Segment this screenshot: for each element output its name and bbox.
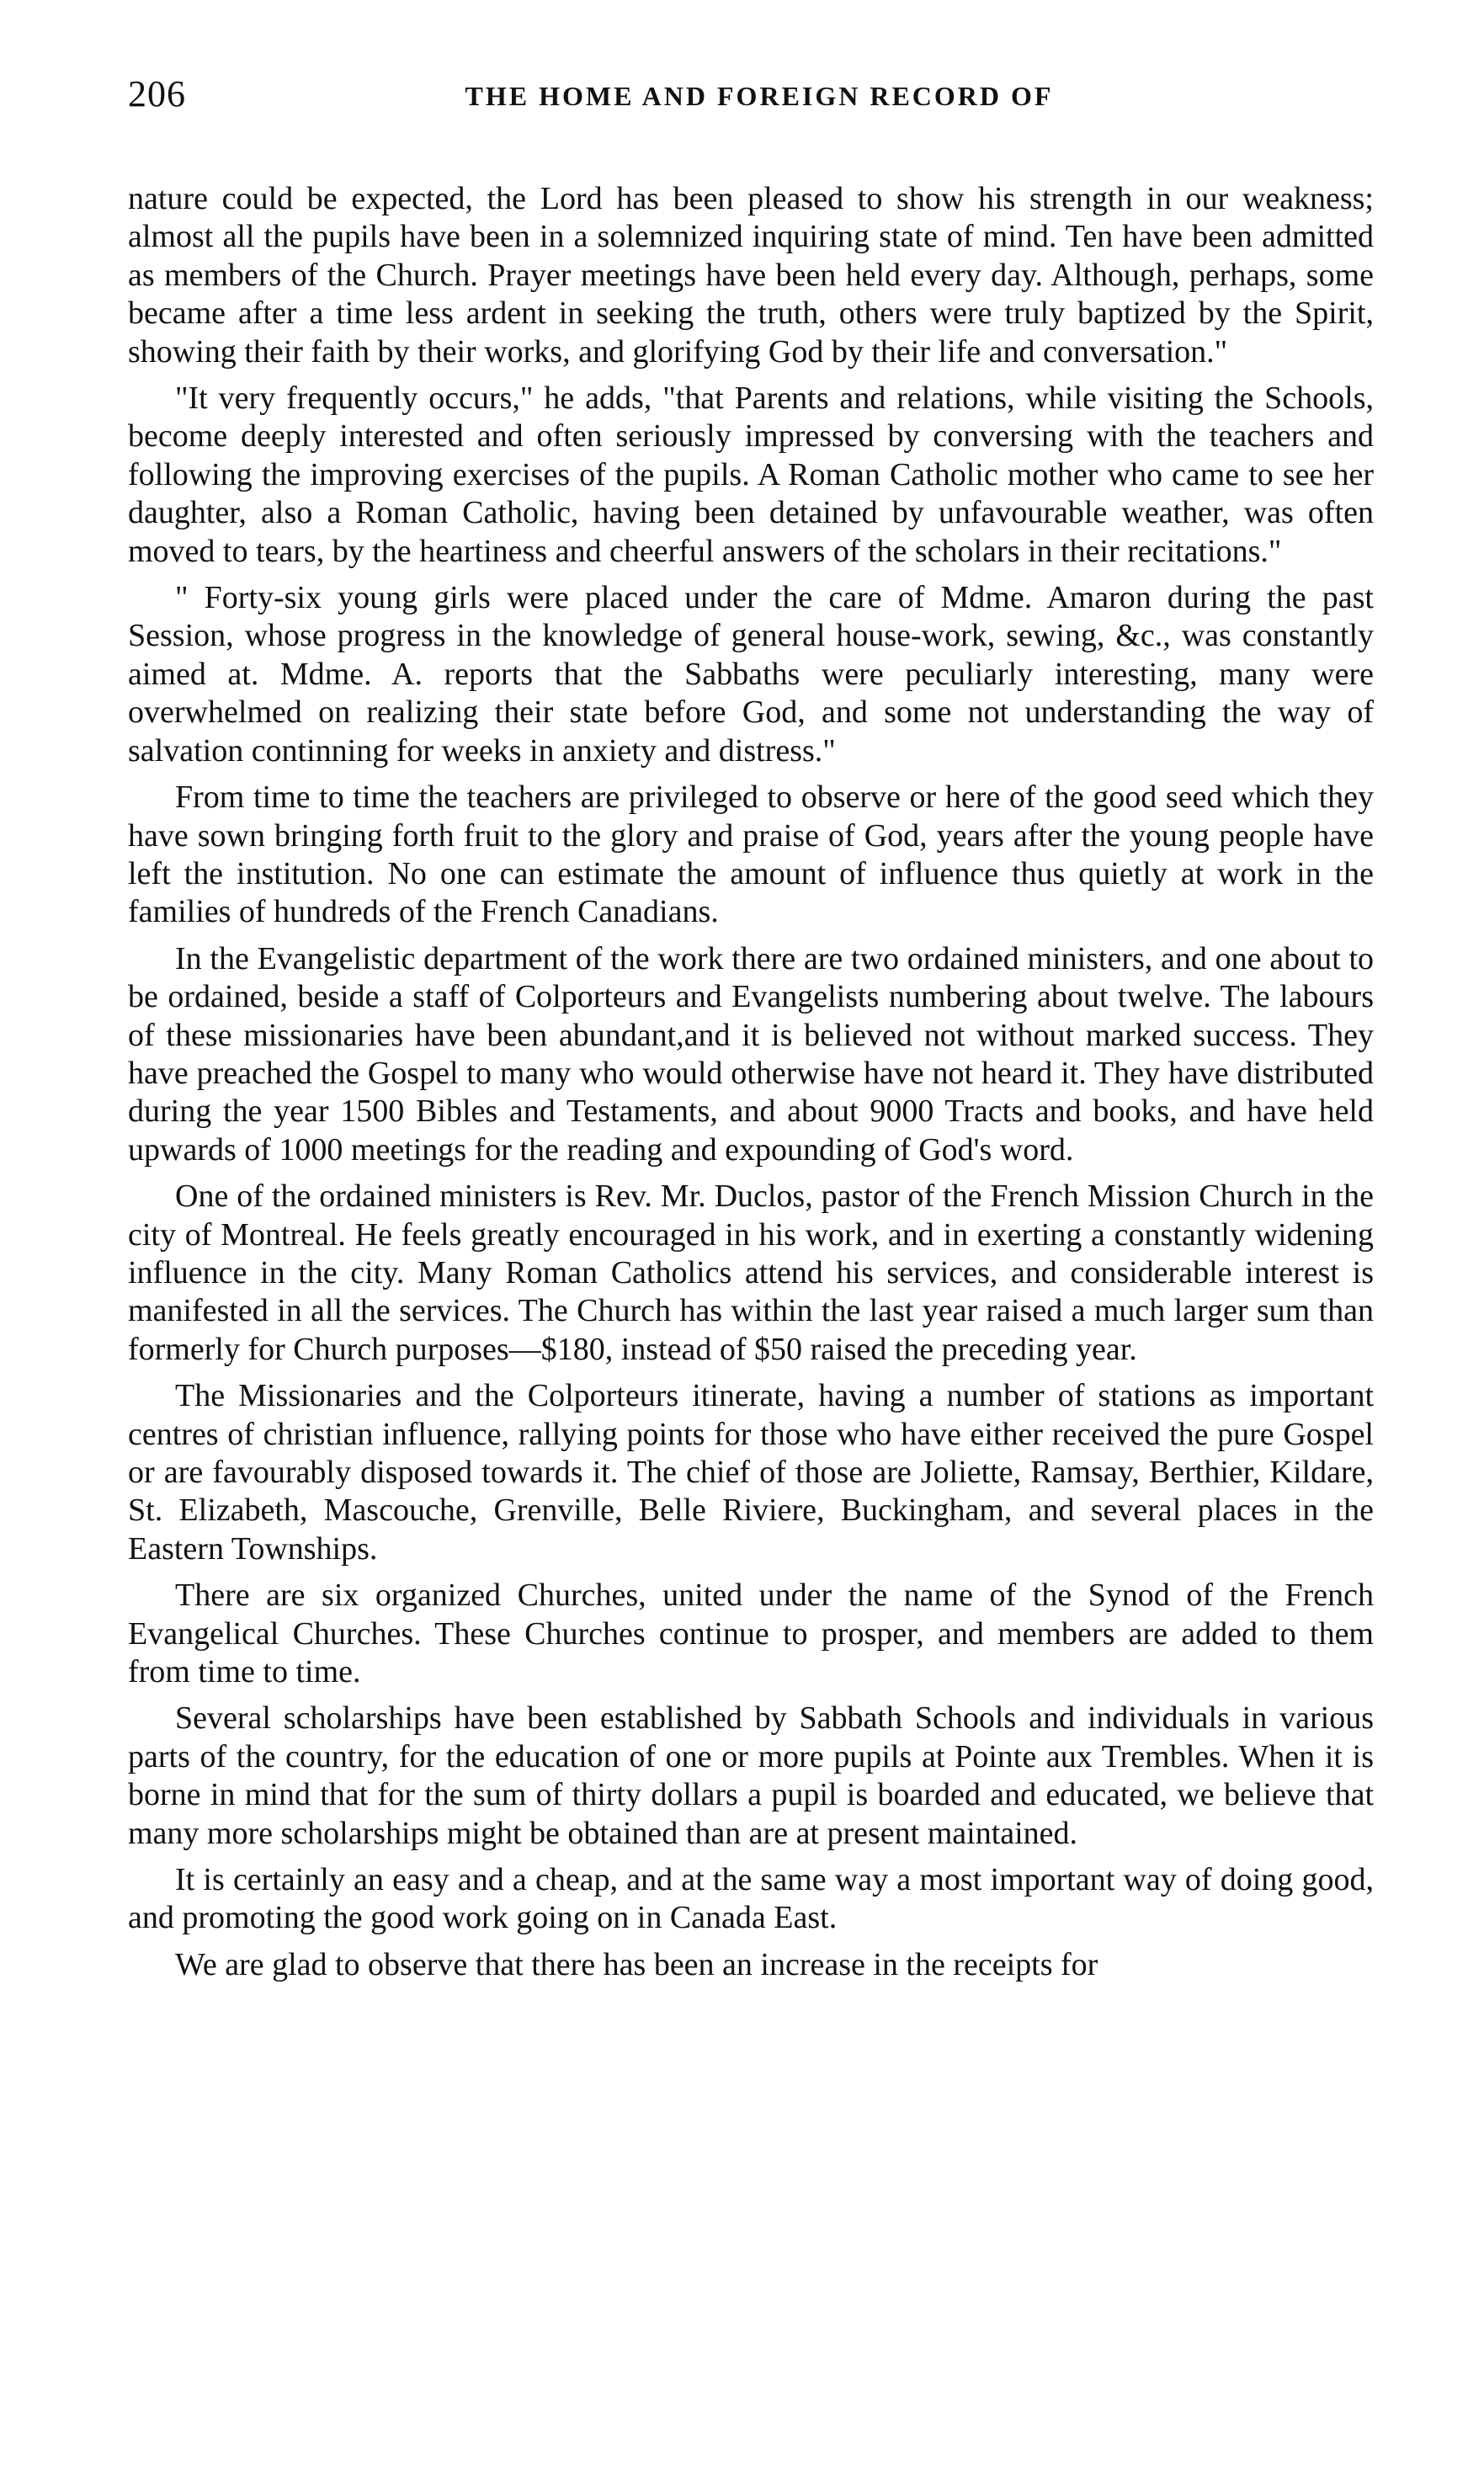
paragraph: Several scholarships have been established by Sabbath Schools and individuals in various parts of the country, for the education of one or more pupils at Pointe aux Trembles. When it is borne in mind that for the sum of thirty dollars a pupil is boarded and educated, we believe that many more scholarships might be obtained than are at present maintained. [128,1700,1374,1851]
paragraph: We are glad to observe that there has been an increase in the receipts for [175,1946,1098,1982]
paragraph: " Forty-six young girls were placed under the care of Mdme. Amaron during the past Session, whose progress in the knowledge of general house-work, sewing, &c., was constantly aimed at. Mdme. A. reports that the Sabbaths were peculiarly interesting, many were overwhelmed on realizing their state before God, and some not understanding the way of salvation continning for weeks in anxiety and distress." [128,580,1374,769]
running-title: THE HOME AND FOREIGN RECORD OF [465,81,1054,111]
page-header [128,72,1374,123]
page-number: 206 [128,73,186,114]
paragraph: nature could be expected, the Lord has been pleased to show his strength in our weakness; almost all the pupils have been in a solemnized inquiring state of mind. Ten have been admitted as members of the Church. Prayer meetings have been held every day. Although, perhaps, some became after a time less ardent in seeking the truth, others were truly baptized by the Spirit, showing their faith by their works, and glorifying God by their life and conversation." [128,181,1374,370]
paragraph: From time to time the teachers are privileged to observe or here of the good seed which they have sown bringing forth fruit to the glory and praise of God, years after the young people have left the institution. No one can estimate the amount of influence thus quietly at work in the families of hundreds of the French Canadians. [128,779,1374,930]
paragraph: It is certainly an easy and a cheap, and at the same way a most important way of doing good, and promoting the good work going on in Canada East. [128,1862,1374,1936]
article-body [128,180,1374,1993]
paragraph: One of the ordained ministers is Rev. Mr. Duclos, pastor of the French Mission Church in the city of Montreal. He feels greatly encouraged in his work, and in exerting a constantly widening influence in the city. Many Roman Catholics attend his services, and considerable interest is manifested in all the services. The Church has within the last year raised a much larger sum than formerly for Church purposes—$180, instead of $50 raised the preceding year. [128,1178,1374,1367]
paragraph: In the Evangelistic department of the work there are two ordained ministers, and one about to be ordained, beside a staff of Colporteurs and Evangelists numbering about twelve. The labours of these missionaries have been abundant,and it is believed not without marked success. They have preached the Gospel to many who would otherwise have not heard it. They have distributed during the year 1500 Bibles and Testaments, and about 9000 Tracts and books, and have held upwards of 1000 meetings for the reading and expounding of God's word. [128,940,1374,1168]
paragraph: There are six organized Churches, united under the name of the Synod of the French Evangelical Churches. These Churches continue to prosper, and members are added to them from time to time. [128,1578,1374,1690]
paragraph: The Missionaries and the Colporteurs itinerate, having a number of stations as important centres of christian influence, rallying points for those who have either received the pure Gospel or are favourably disposed towards it. The chief of those are Joliette, Ramsay, Berthier, Kildare, St. Elizabeth, Mascouche, Grenville, Belle Riviere, Buckingham, and several places in the Eastern Townships. [128,1378,1374,1567]
paragraph: "It very frequently occurs," he adds, "that Parents and relations, while visiting the Schools, become deeply interested and often seriously impressed by conversing with the teachers and following the improving exercises of the pupils. A Roman Catholic mother who came to see her daughter, also a Roman Catholic, having been detained by unfavourable weather, was often moved to tears, by the heartiness and cheerful answers of the scholars in their recitations." [128,380,1374,569]
